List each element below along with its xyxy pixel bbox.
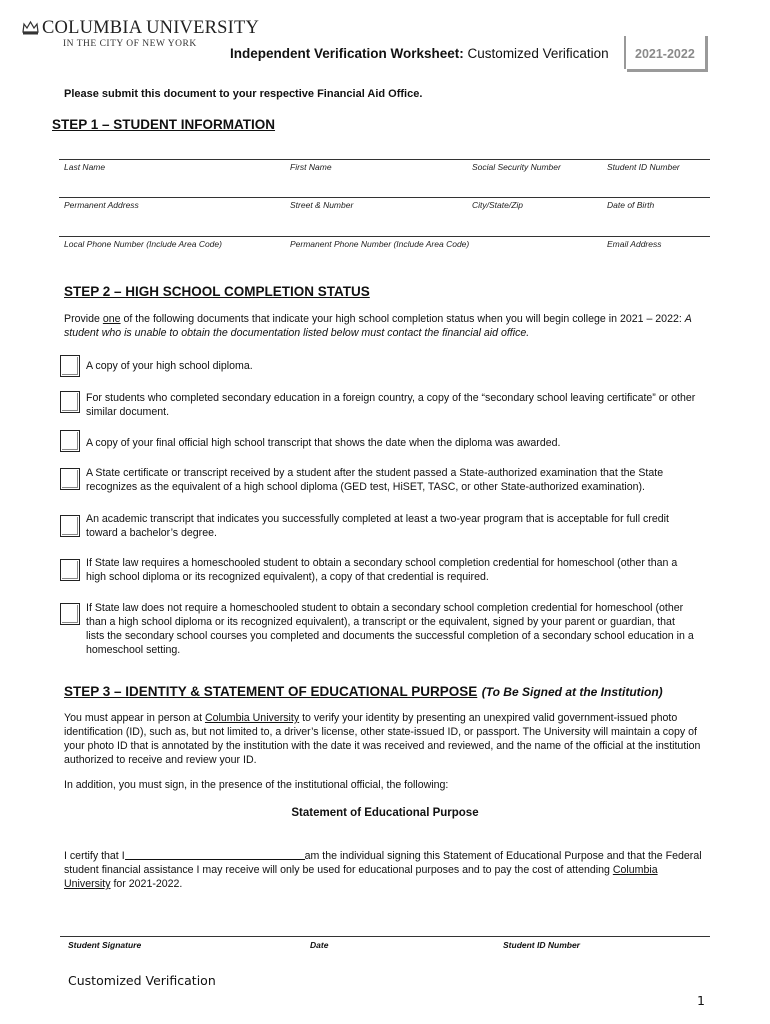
option-4-text: A State certificate or transcript received by a student after the student passed a State-authorized examination that the State recognizes as the equivalent of a high school diploma (GED test, HiSET, TASC, or other State-authorized examination). [86, 467, 664, 493]
certify-post: am the individual signing this Statement of Educational Purpose and that the Federal student financial assistance I may receive will only be used for educational purposes and to pay the cost of attending [64, 850, 702, 876]
step1-line-1 [59, 159, 710, 160]
option-2-text: For students who completed secondary education in a foreign country, a copy of the “secondary school leaving certificate” or other similar document. [86, 392, 696, 418]
option-7-checkbox[interactable] [60, 603, 80, 625]
student-id-label: Student ID Number [607, 162, 680, 172]
columbia-link-1[interactable]: Columbia University [204, 712, 300, 724]
page-number: 1 [697, 993, 705, 1008]
option-3-text: A copy of your final official high school transcript that shows the date when the diploma was awarded. [86, 437, 561, 449]
option-7-text: If State law does not require a homeschooled student to obtain a secondary school completion credential for homeschool (other than a high school diploma or its recognized equivalent), a transcript or the equivalent, signed by your parent or guardian, that lists the secondary school courses you completed and documents the successful completion of a secondary school education in a homeschool setting. [86, 602, 694, 656]
para1-post: to verify your identity by presenting an unexpired valid government-issued photo identification (ID), such as, but not limited to, a driver’s license, other state-issued ID, or passport. The University will maintain a copy of your photo ID that is annotated by the institution with the date it was received and reviewed, and the name of the official at the institution authorized to receive and review your ID. [64, 712, 701, 766]
option-4-checkbox[interactable] [60, 468, 80, 490]
option-2-checkbox[interactable] [60, 391, 80, 413]
permanent-phone-label: Permanent Phone Number (Include Area Code) [290, 239, 470, 249]
title-regular: Customized Verification [463, 46, 609, 61]
step2-heading: STEP 2 – HIGH SCHOOL COMPLETION STATUS [64, 284, 370, 299]
dob-label: Date of Birth [607, 200, 655, 210]
ssn-label: Social Security Number [472, 162, 561, 172]
name-blank-field[interactable] [125, 848, 305, 860]
intro-pre: Provide [64, 313, 103, 325]
step3-heading-row [64, 683, 663, 701]
signature-line [60, 936, 710, 937]
intro-italic: A student who is unable to obtain the documentation listed below must contact the financial aid office. [64, 313, 692, 339]
step2-intro [64, 312, 704, 340]
option-1-text: A copy of your high school diploma. [86, 360, 253, 372]
first-name-label: First Name [290, 162, 332, 172]
certify-pre: I certify that I [64, 850, 125, 862]
option-6-checkbox[interactable] [60, 559, 80, 581]
street-label: Street & Number [290, 200, 354, 210]
columbia-link-2[interactable]: Columbia University [64, 864, 658, 890]
certify-end: for 2021-2022. [110, 878, 183, 890]
footer-label: Customized Verification [68, 973, 216, 988]
title-divider [624, 36, 626, 69]
identity-paragraph [64, 711, 708, 767]
crown-icon [22, 20, 39, 36]
para1-pre: You must appear in person at [64, 712, 205, 724]
title-bold: Independent Verification Worksheet: [230, 46, 464, 61]
email-label: Email Address [607, 239, 662, 249]
local-phone-label: Local Phone Number (Include Area Code) [64, 239, 222, 249]
permanent-address-label: Permanent Address [64, 200, 139, 210]
student-signature-label: Student Signature [68, 940, 142, 950]
intro-mid: of the following documents that indicate your high school completion status when you will begin college in 2021 – 2022: [120, 313, 685, 325]
worksheet-title [230, 46, 609, 61]
award-year: 2021-2022 [635, 47, 695, 61]
university-name: COLUMBIA UNIVERSITY [42, 18, 260, 38]
step1-line-2 [59, 197, 710, 198]
last-name-label: Last Name [64, 162, 106, 172]
step1-line-3 [59, 236, 710, 237]
university-subtitle: IN THE CITY OF NEW YORK [63, 39, 197, 49]
step3-heading: STEP 3 – IDENTITY & STATEMENT OF EDUCATIONAL PURPOSE [64, 684, 478, 699]
submit-note: Please submit this document to your respective Financial Aid Office. [64, 88, 423, 100]
option-6-text: If State law requires a homeschooled student to obtain a secondary school completion credential for homeschool (other than a high school diploma or its recognized equivalent), a copy of that credential is required. [86, 557, 678, 583]
option-5-checkbox[interactable] [60, 515, 80, 537]
step3-heading-suffix: (To Be Signed at the Institution) [481, 685, 663, 699]
option-1-checkbox[interactable] [60, 355, 80, 377]
sig-student-id-label: Student ID Number [503, 940, 580, 950]
statement-title: Statement of Educational Purpose [291, 807, 479, 819]
city-state-zip-label: City/State/Zip [472, 200, 524, 210]
option-5-text: An academic transcript that indicates you successfully completed at least a two-year program that is acceptable for full credit toward a bachelor’s degree. [86, 513, 669, 539]
certify-paragraph [64, 848, 704, 891]
step1-heading: STEP 1 – STUDENT INFORMATION [52, 117, 276, 132]
sign-instructions: In addition, you must sign, in the presence of the institutional official, the following: [64, 779, 449, 791]
date-label: Date [310, 940, 329, 950]
option-3-checkbox[interactable] [60, 430, 80, 452]
intro-one: one [102, 313, 121, 325]
